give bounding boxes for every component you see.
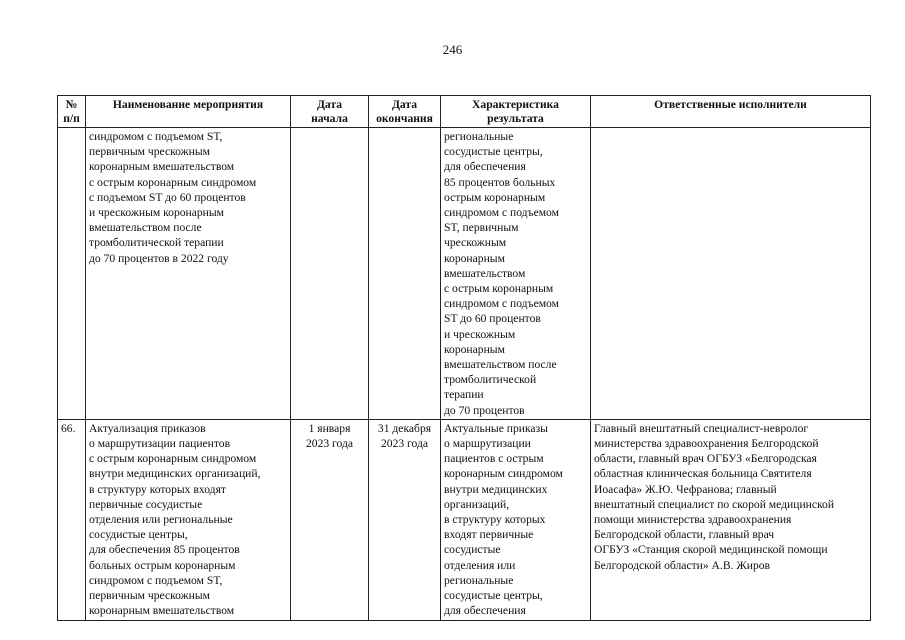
header-responsible: Ответственные исполнители <box>591 96 871 128</box>
cell-number: 66. <box>58 419 86 620</box>
cell-responsible: Главный внештатный специалист-невролог министерства здравоохранения Белгородской области, главный врач ОГБУЗ «Белгородская областная клиническая больница Святителя Иоасафа» Ж.Ю. Чефранова; главный внештатный специалист по скорой медицинской помощи министерства здравоохранения Белгородской области, главный врач ОГБУЗ «Станция скорой медицинской помощи Белгородской области» А.В. Жиров <box>591 419 871 620</box>
table-row <box>58 419 871 620</box>
cell-start-date: 1 января 2023 года <box>291 419 369 620</box>
cell-event-name: Актуализация приказов о маршрутизации пациентов с острым коронарным синдромом внутри медицинских организаций, в структуру которых входят первичные сосудистые отделения или региональные сосудистые центры, для обеспечения 85 процентов больных острым коронарным синдромом с подъемом ST, первичным чрескожным коронарным вмешательством <box>86 419 291 620</box>
header-start-date: Дата начала <box>291 96 369 128</box>
header-event-name: Наименование мероприятия <box>86 96 291 128</box>
cell-result: Актуальные приказы о маршрутизации пациентов с острым коронарным синдромом внутри медицинских организаций, в структуру которых входят первичные сосудистые отделения или региональные сосудистые центры, для обеспечения <box>441 419 591 620</box>
cell-end-date <box>369 128 441 420</box>
cell-result: региональные сосудистые центры, для обеспечения 85 процентов больных острым коронарным синдромом с подъемом ST, первичным чрескожным коронарным вмешательством с острым коронарным синдромом с подъемом ST до 60 процентов и чрескожным коронарным вмешательством после тромболитической терапии до 70 процентов <box>441 128 591 420</box>
table-row <box>58 128 871 420</box>
header-end-date: Дата окончания <box>369 96 441 128</box>
header-number: № п/п <box>58 96 86 128</box>
events-table <box>57 95 871 621</box>
cell-responsible <box>591 128 871 420</box>
table-header-row <box>58 96 871 128</box>
cell-start-date <box>291 128 369 420</box>
cell-number <box>58 128 86 420</box>
cell-end-date: 31 декабря 2023 года <box>369 419 441 620</box>
header-result: Характеристика результата <box>441 96 591 128</box>
cell-event-name: синдромом с подъемом ST, первичным чрескожным коронарным вмешательством с острым коронарным синдромом с подъемом ST до 60 процентов и чрескожным коронарным вмешательством после тромболитической терапии до 70 процентов в 2022 году <box>86 128 291 420</box>
page-number: 246 <box>442 42 463 57</box>
